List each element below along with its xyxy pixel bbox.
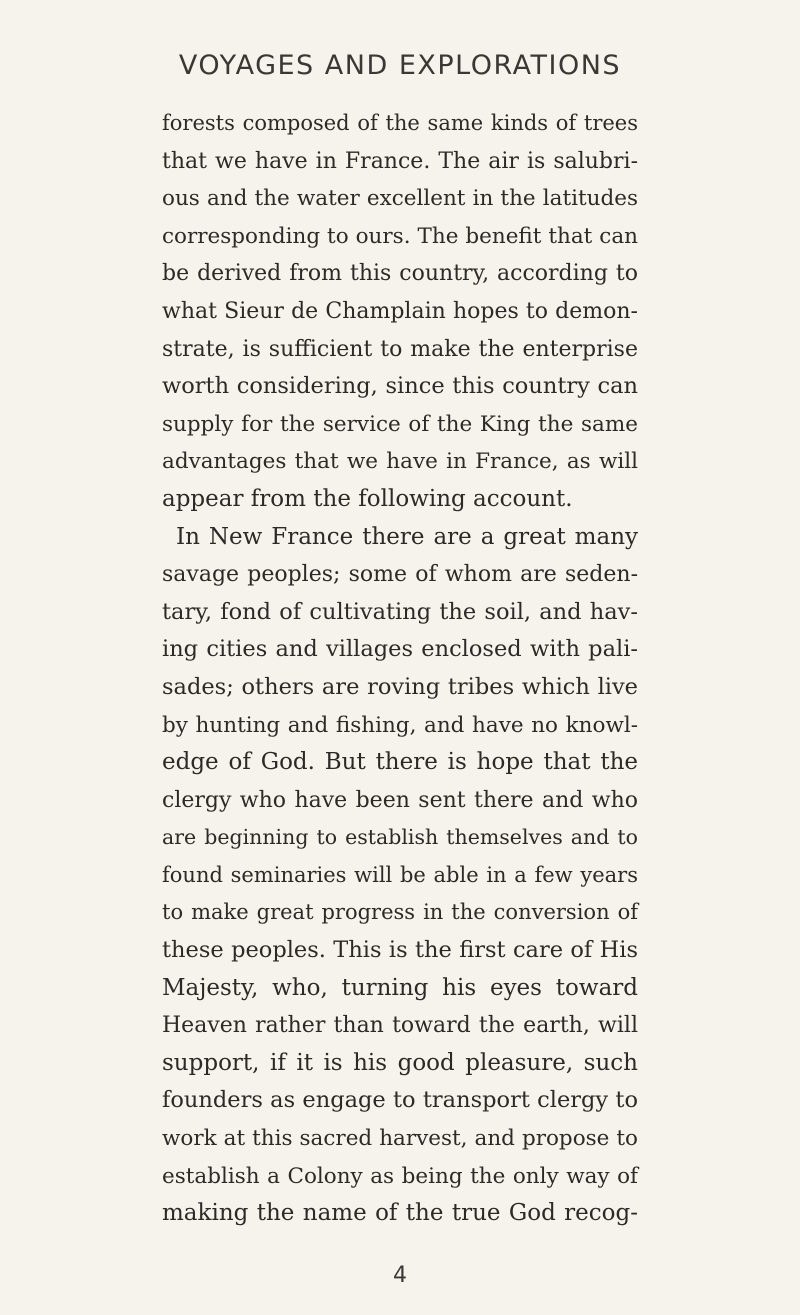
text-line: founders as engage to transport clergy to xyxy=(162,1087,638,1114)
text-line: edge of God. But there is hope that the xyxy=(162,749,638,776)
text-line: Heaven rather than toward the earth, will xyxy=(162,1013,638,1039)
text-line: these peoples. This is the first care of His xyxy=(162,937,638,964)
text-line: making the name of the true God recog- xyxy=(162,1200,638,1227)
text-line: found seminaries will be able in a few years xyxy=(162,862,638,887)
text-line: worth considering, since this country can xyxy=(162,373,638,400)
text-line: strate, is sufficient to make the enterprise xyxy=(162,336,638,362)
text-line: sades; others are roving tribes which live xyxy=(162,673,638,700)
text-line: appear from the following account. xyxy=(162,485,573,512)
text-line: corresponding to ours. The benefit that can xyxy=(162,223,638,249)
text-line: ing cities and villages enclosed with pali- xyxy=(162,636,638,663)
text-line: support, if it is his good pleasure, such xyxy=(162,1049,638,1076)
text-line: advantages that we have in France, as will xyxy=(162,449,638,475)
text-line: Majesty, who, turning his eyes toward xyxy=(162,974,638,1001)
text-line: what Sieur de Champlain hopes to demon- xyxy=(162,298,638,324)
text-line: clergy who have been sent there and who xyxy=(162,787,638,813)
text-line: work at this sacred harvest, and propose to xyxy=(162,1126,638,1152)
text-line: forests composed of the same kinds of trees xyxy=(162,111,638,135)
text-line: are beginning to establish themselves and to xyxy=(162,825,638,850)
text-line: by hunting and fishing, and have no knowl- xyxy=(162,712,638,738)
text-line: that we have in France. The air is salubri- xyxy=(162,148,638,174)
body-text xyxy=(162,105,638,1233)
paragraph-start-line: In New France there are a great many xyxy=(176,523,638,550)
page-number: 4 xyxy=(393,1263,407,1288)
text-line: ous and the water excellent in the latitudes xyxy=(162,186,638,212)
text-line: tary, fond of cultivating the soil, and hav- xyxy=(162,598,638,625)
running-head: VOYAGES AND EXPLORATIONS xyxy=(178,50,622,81)
text-line: to make great progress in the conversion of xyxy=(162,900,638,925)
text-line: supply for the service of the King the same xyxy=(162,411,638,437)
text-line: savage peoples; some of whom are seden- xyxy=(162,562,638,588)
text-line: establish a Colony as being the only way of xyxy=(162,1163,638,1189)
text-line: be derived from this country, according to xyxy=(162,261,638,287)
